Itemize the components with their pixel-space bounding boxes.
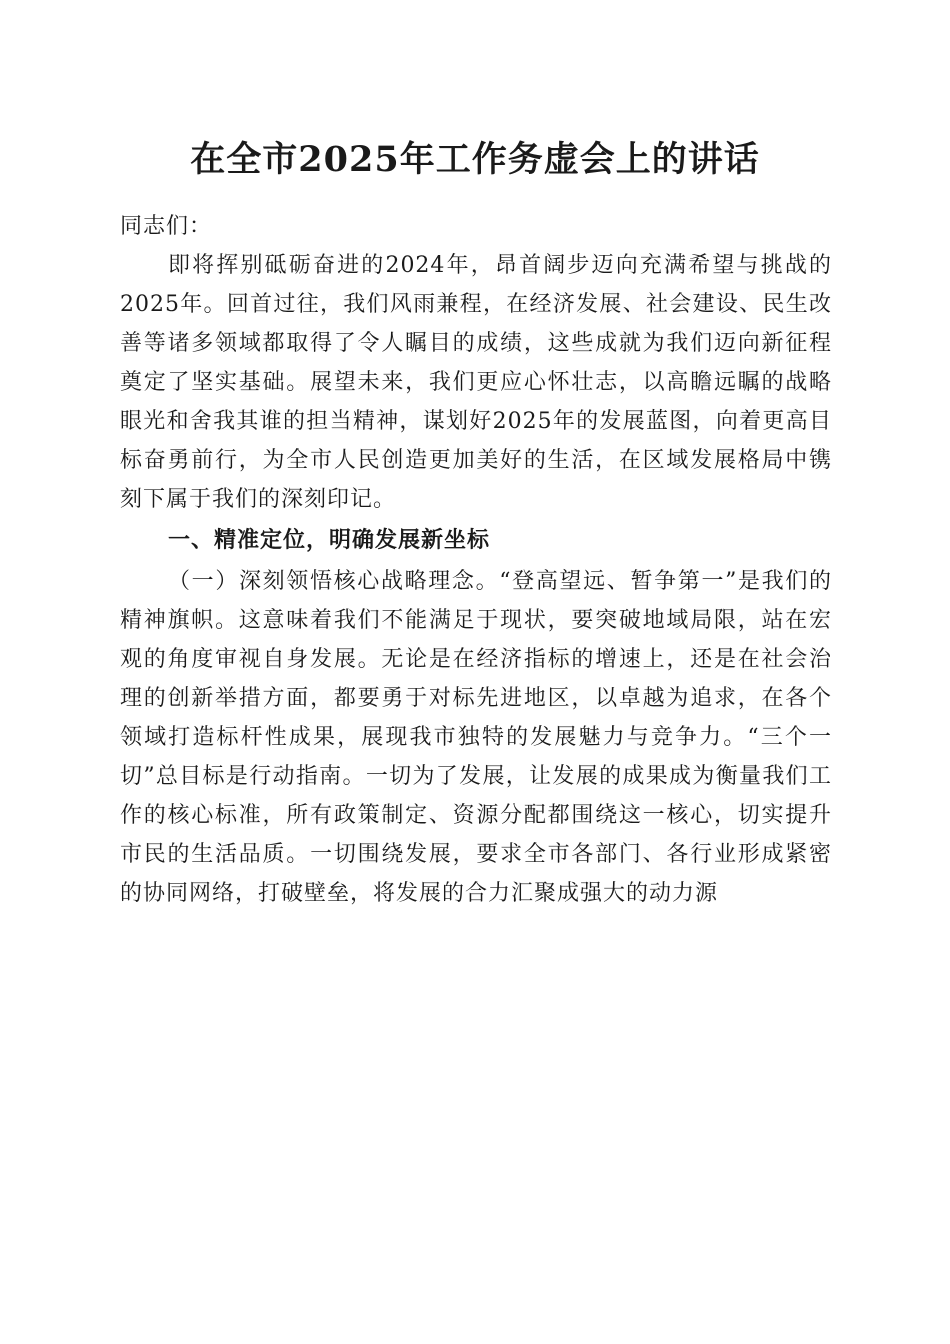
salutation: 同志们： bbox=[120, 214, 213, 239]
document-body bbox=[120, 207, 832, 913]
section-heading: 一、精准定位，明确发展新坐标 bbox=[168, 528, 491, 553]
document-title: 在全市2025年工作务虚会上的讲话 bbox=[190, 139, 760, 180]
intro-paragraph: 即将挥别砥砺奋进的2024年，昂首阔步迈向充满希望与挑战的2025年。回首过往，我们风雨兼程，在经济发展、社会建设、民生改善等诸多领域都取得了令人瞩目的成绩，这些成就为我们迈向新征程奠定了坚实基础。展望未来，我们更应心怀壮志，以高瞻远瞩的战略眼光和舍我其谁的担当精神，谋划好2025年的发展蓝图，向着更高目标奋勇前行，为全市人民创造更加美好的生活，在区域发展格局中镌刻下属于我们的深刻印记。 bbox=[120, 253, 832, 512]
section-paragraph: （一）深刻领悟核心战略理念。“登高望远、暂争第一”是我们的精神旗帜。这意味着我们不能满足于现状，要突破地域局限，站在宏观的角度审视自身发展。无论是在经济指标的增速上，还是在社会治理的创新举措方面，都要勇于对标先进地区，以卓越为追求，在各个领域打造标杆性成果，展现我市独特的发展魅力与竞争力。“三个一切”总目标是行动指南。一切为了发展，让发展的成果成为衡量我们工作的核心标准，所有政策制定、资源分配都围绕这一核心，切实提升市民的生活品质。一切围绕发展，要求全市各部门、各行业形成紧密的协同网络，打破壁垒，将发展的合力汇聚成强大的动力源 bbox=[120, 569, 832, 906]
